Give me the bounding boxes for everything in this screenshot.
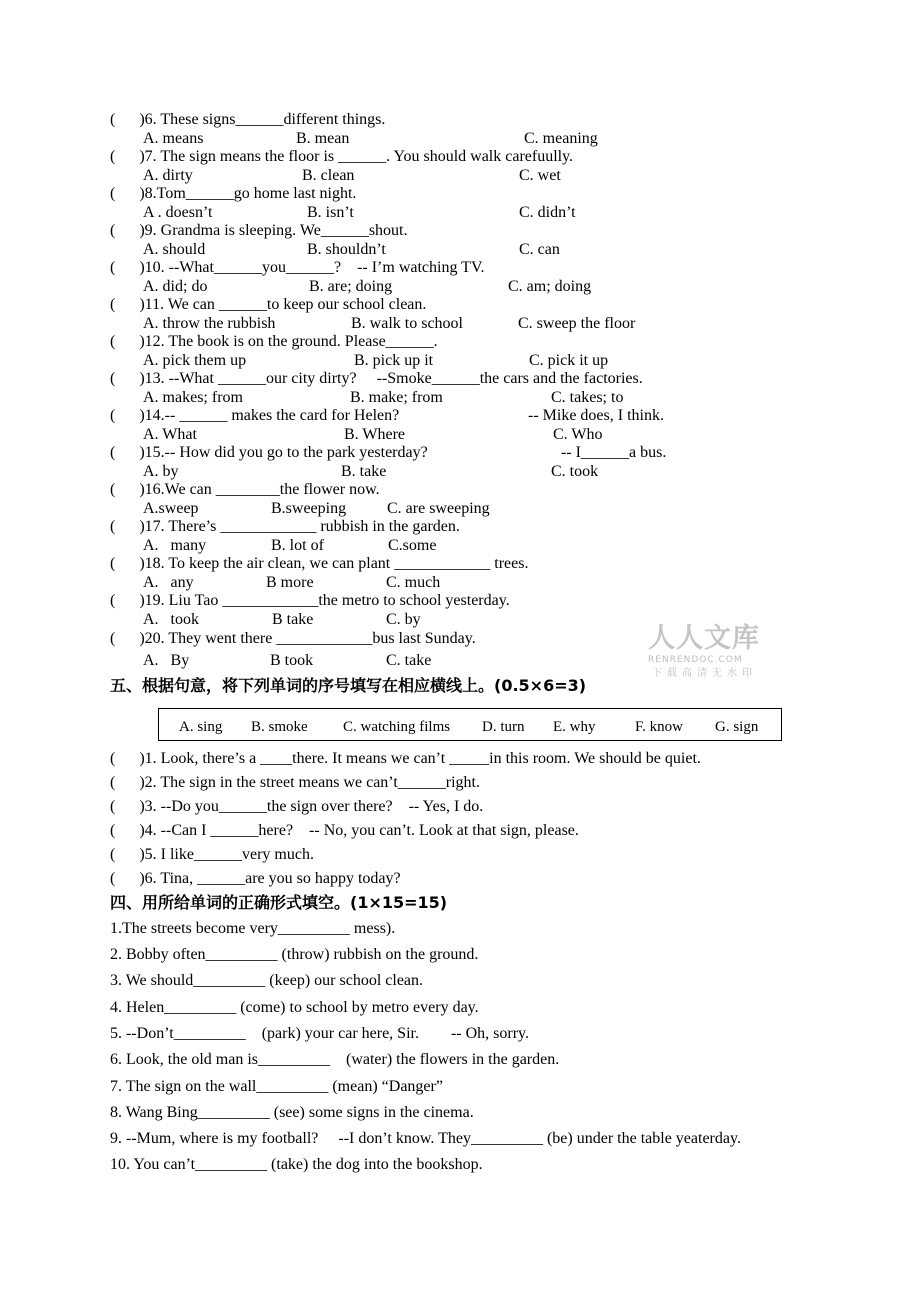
answer-option: B. walk to school [351,315,463,332]
answer-option: C. Who [553,426,603,443]
word-bank-box [158,708,782,741]
word-bank-option: C. watching films [343,719,451,735]
answer-option: B. isn’t [307,204,354,221]
word-form-question: 5. --Don’t_________ (park) your car here, Sir. -- Oh, sorry. [110,1025,530,1042]
word-form-question: 9. --Mum, where is my football? --I don’t know. They_________ (be) under the table yeaterday. [110,1130,741,1147]
question-line: ( )20. They went there ____________bus last Sunday. [110,630,476,647]
answer-option: C. can [519,241,560,258]
section-five-heading: 五、根据句意，将下列单词的序号填写在相应横线上。(0.5×6=3) [110,676,587,695]
answer-option: A. any [143,574,194,591]
answer-option: B. shouldn’t [307,241,386,258]
word-form-question: 8. Wang Bing_________ (see) some signs in the cinema. [110,1104,474,1121]
word-bank-option: E. why [553,719,596,735]
answer-option: B. lot of [271,537,324,554]
word-form-question: 7. The sign on the wall_________ (mean) “Danger” [110,1078,443,1095]
answer-option: ( )14.-- ______ makes the card for Helen? [110,407,400,424]
word-bank-option: A. sing [179,719,223,735]
word-form-question: 6. Look, the old man is_________ (water) the flowers in the garden. [110,1051,560,1068]
question-line: ( )9. Grandma is sleeping. We______shout. [110,222,408,239]
answer-option: A. What [143,426,197,443]
question-line: ( )17. There’s ____________ rubbish in the garden. [110,518,460,535]
question-line: ( )11. We can ______to keep our school clean. [110,296,427,313]
answer-option: A. makes; from [143,389,243,406]
answer-option: B. clean [302,167,355,184]
fill-blank-question: ( )6. Tina, ______are you so happy today? [110,870,401,887]
answer-option: A. pick them up [143,352,247,369]
answer-option: ( )15.-- How did you go to the park yesterday? [110,444,428,461]
question-line: ( )13. --What ______our city dirty? --Smoke______the cars and the factories. [110,370,643,387]
word-bank-option: D. turn [482,719,525,735]
answer-option: A. By [143,652,190,669]
answer-option: C. wet [519,167,561,184]
answer-option: A. many [143,537,207,554]
answer-option: -- I______a bus. [561,444,667,461]
answer-option: C. takes; to [551,389,624,406]
question-line: ( )6. These signs______different things. [110,111,386,128]
answer-option: B took [270,652,314,669]
watermark-logo [648,624,772,682]
answer-option: C. much [386,574,441,591]
answer-option: C. am; doing [508,278,592,295]
question-line: ( )19. Liu Tao ____________the metro to school yesterday. [110,592,510,609]
word-form-question: 1.The streets become very_________ mess). [110,920,396,937]
answer-option: C. by [386,611,421,628]
fill-blank-question: ( )4. --Can I ______here? -- No, you can’t. Look at that sign, please. [110,822,579,839]
fill-blank-question: ( )3. --Do you______the sign over there? -- Yes, I do. [110,798,484,815]
answer-option: C. meaning [524,130,598,147]
answer-option: A. did; do [143,278,208,295]
answer-option: B. are; doing [309,278,393,295]
answer-option: B. Where [344,426,406,443]
question-line: ( )12. The book is on the ground. Please______. [110,333,438,350]
answer-option: A. throw the rubbish [143,315,276,332]
answer-option: C. are sweeping [387,500,490,517]
question-line: ( )18. To keep the air clean, we can plant ____________ trees. [110,555,529,572]
answer-option: C.some [388,537,437,554]
answer-option: B. make; from [350,389,443,406]
answer-option: B.sweeping [271,500,347,517]
answer-option: C. take [386,652,432,669]
answer-option: B more [266,574,314,591]
question-line: ( )7. The sign means the floor is ______. You should walk carefuully. [110,148,574,165]
answer-option: B. mean [296,130,350,147]
answer-option: A. means [143,130,204,147]
answer-option: A. took [143,611,199,628]
word-form-question: 4. Helen_________ (come) to school by metro every day. [110,999,479,1016]
answer-option: B. pick up it [354,352,434,369]
question-line: ( )10. --What______you______? -- I’m watching TV. [110,259,485,276]
watermark-url: RENRENDOC.COM [648,655,743,665]
section-four-heading: 四、用所给单词的正确形式填空。(1×15=15) [110,893,448,912]
answer-option: B take [272,611,314,628]
answer-option: B. take [341,463,387,480]
answer-option: C. sweep the floor [518,315,636,332]
answer-option: A.sweep [143,500,199,517]
answer-option: C. took [551,463,599,480]
word-form-question: 10. You can’t_________ (take) the dog into the bookshop. [110,1156,483,1173]
fill-blank-question: ( )5. I like______very much. [110,846,314,863]
word-bank-option: G. sign [715,719,759,735]
word-form-question: 3. We should_________ (keep) our school clean. [110,972,424,989]
watermark-subtitle: 下载高清无水印 [652,668,757,679]
word-form-question: 2. Bobby often_________ (throw) rubbish on the ground. [110,946,479,963]
fill-blank-question: ( )1. Look, there’s a ____there. It means we can’t _____in this room. We should be quiet. [110,750,701,767]
answer-option: -- Mike does, I think. [528,407,664,424]
question-line: ( )8.Tom______go home last night. [110,185,357,202]
question-line: ( )16.We can ________the flower now. [110,481,380,498]
answer-option: A . doesn’t [143,204,213,221]
word-bank-option: B. smoke [251,719,308,735]
answer-option: C. didn’t [519,204,576,221]
answer-option: C. pick it up [529,352,609,369]
answer-option: A. by [143,463,179,480]
fill-blank-question: ( )2. The sign in the street means we can’t______right. [110,774,480,791]
word-bank-option: F. know [635,719,683,735]
watermark-title: 人人文库 [648,623,760,654]
answer-option: A. should [143,241,206,258]
answer-option: A. dirty [143,167,193,184]
